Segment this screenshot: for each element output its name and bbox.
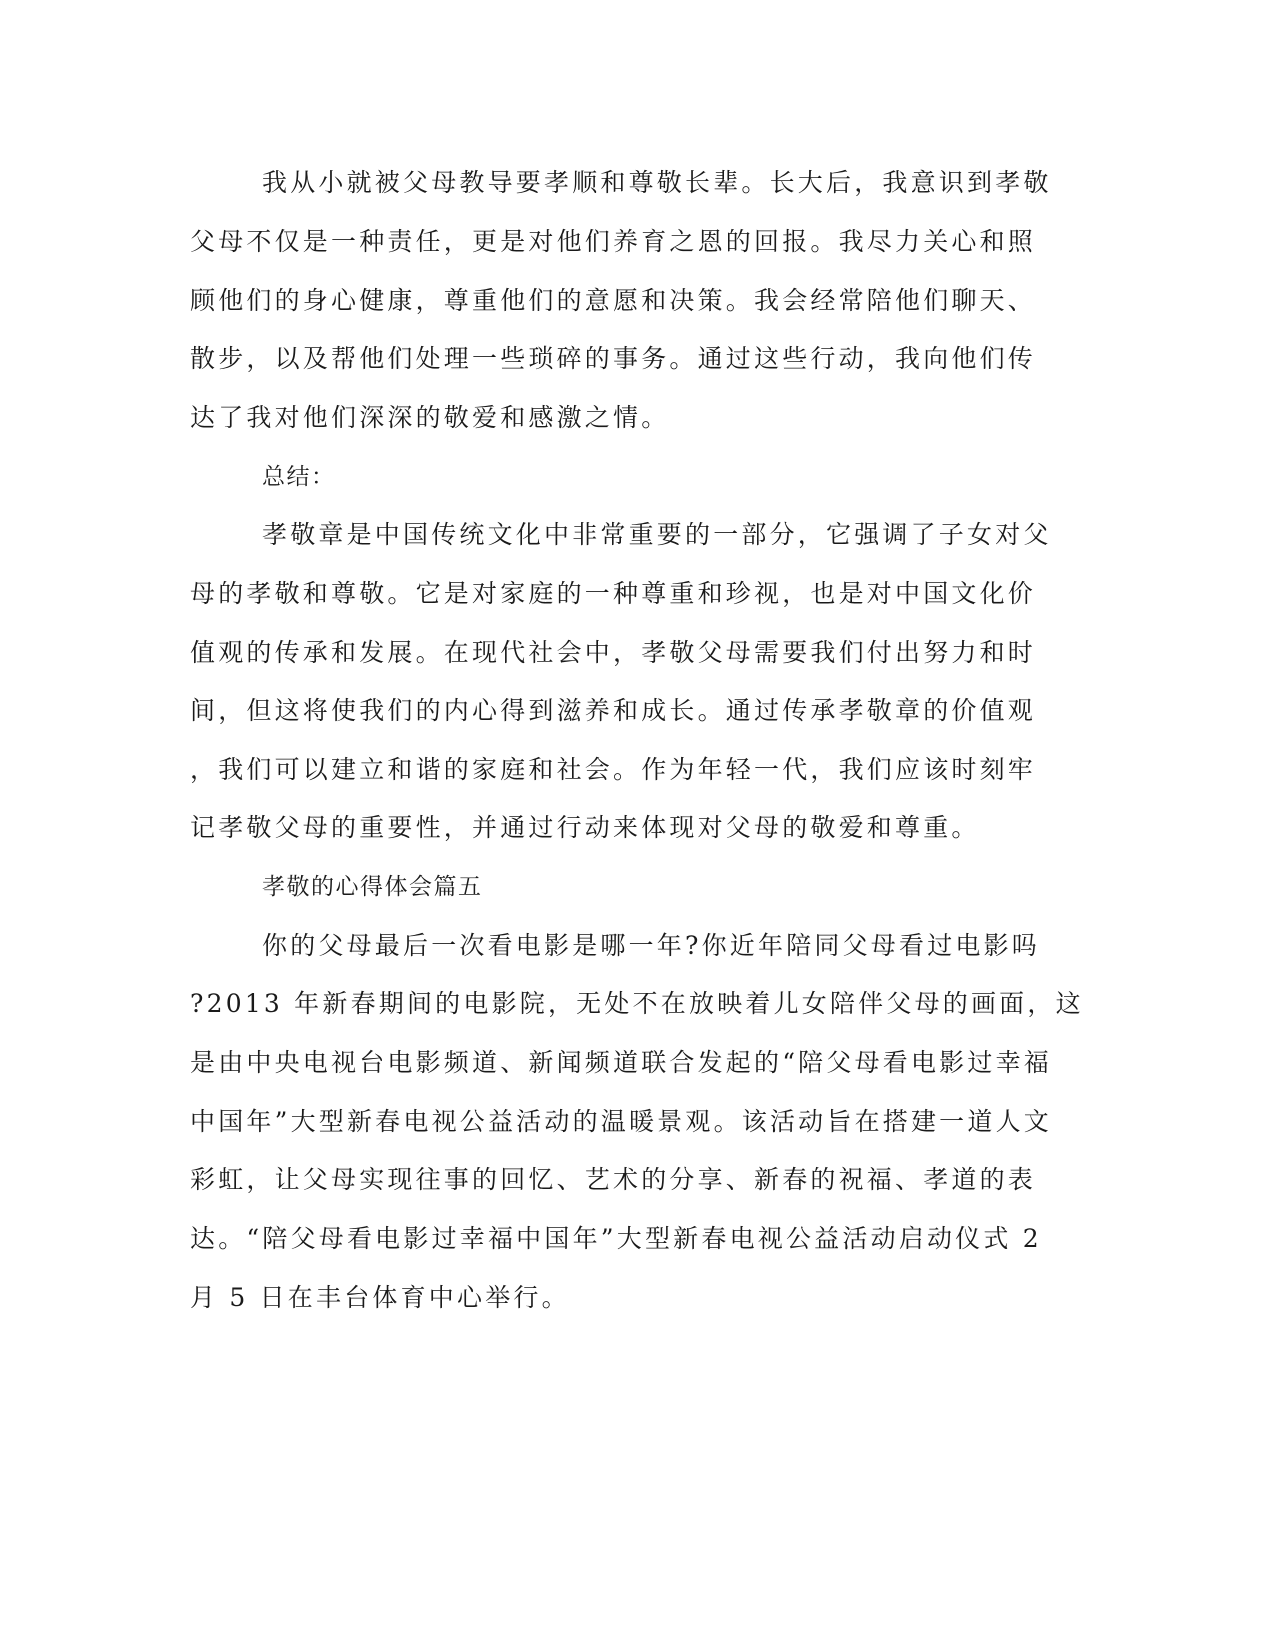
paragraph-1-line-2: 父母不仅是一种责任，更是对他们养育之恩的回报。我尽力关心和照	[190, 227, 1037, 256]
paragraph-2-line-5: ，我们可以建立和谐的家庭和社会。作为年轻一代，我们应该时刻牢	[190, 755, 1037, 784]
paragraph-1-line-5: 达了我对他们深深的敬爱和感激之情。	[190, 403, 670, 432]
paragraph-3-line-4: 中国年”大型新春电视公益活动的温暖景观。该活动旨在搭建一道人文	[190, 1107, 1052, 1136]
paragraph-3-line-2: ?2013 年新春期间的电影院，无处不在放映着儿女陪伴父母的画面，这	[190, 989, 1084, 1018]
paragraph-2-line-1: 孝敬章是中国传统文化中非常重要的一部分，它强调了子女对父	[262, 520, 1052, 549]
summary-heading: 总结：	[262, 464, 336, 490]
paragraph-1-line-4: 散步，以及帮他们处理一些琐碎的事务。通过这些行动，我向他们传	[190, 344, 1037, 373]
paragraph-1-line-3: 顾他们的身心健康，尊重他们的意愿和决策。我会经常陪他们聊天、	[190, 286, 1037, 315]
paragraph-3-line-5: 彩虹，让父母实现往事的回忆、艺术的分享、新春的祝福、孝道的表	[190, 1165, 1037, 1194]
paragraph-3-line-1: 你的父母最后一次看电影是哪一年?你近年陪同父母看过电影吗	[262, 931, 1041, 960]
paragraph-2-line-6: 记孝敬父母的重要性，并通过行动来体现对父母的敬爱和尊重。	[190, 813, 980, 842]
paragraph-2-line-4: 间，但这将使我们的内心得到滋养和成长。通过传承孝敬章的价值观	[190, 696, 1037, 725]
paragraph-2-line-3: 值观的传承和发展。在现代社会中，孝敬父母需要我们付出努力和时	[190, 638, 1037, 667]
paragraph-3-line-7: 月 5 日在丰台体育中心举行。	[190, 1283, 570, 1312]
paragraph-1-line-1: 我从小就被父母教导要孝顺和尊敬长辈。长大后，我意识到孝敬	[262, 168, 1052, 197]
section-heading: 孝敬的心得体会篇五	[262, 874, 483, 900]
paragraph-3-line-3: 是由中央电视台电影频道、新闻频道联合发起的“陪父母看电影过幸福	[190, 1048, 1052, 1077]
paragraph-3-line-6: 达。“陪父母看电影过幸福中国年”大型新春电视公益活动启动仪式 2	[190, 1224, 1042, 1253]
paragraph-2-line-2: 母的孝敬和尊敬。它是对家庭的一种尊重和珍视，也是对中国文化价	[190, 579, 1037, 608]
